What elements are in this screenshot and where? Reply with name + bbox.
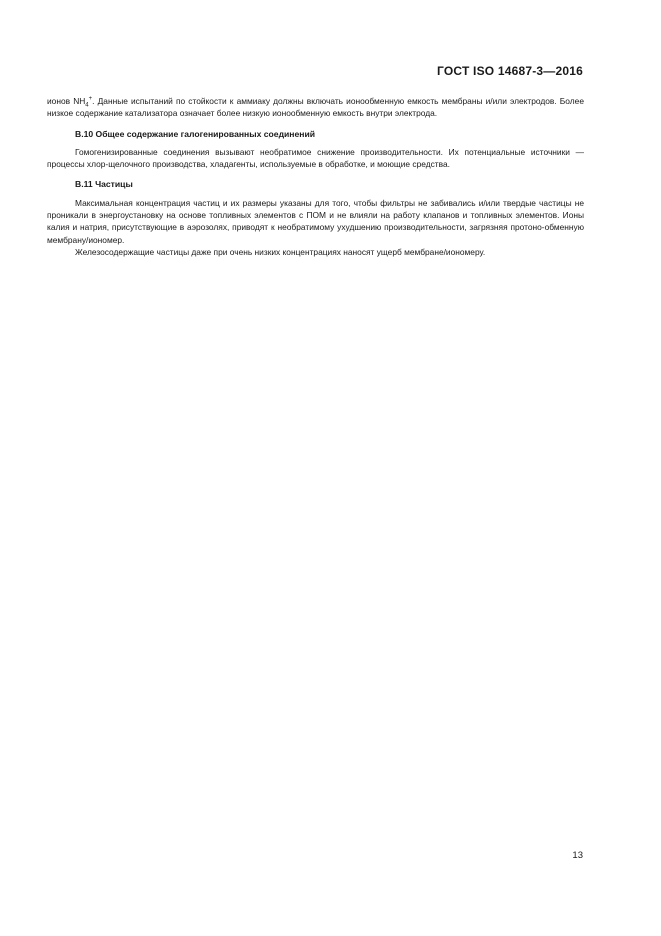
intro-text-start: ионов NH: [47, 96, 86, 106]
section-b11-heading: В.11 Частицы: [75, 179, 133, 190]
subscript-four: 4: [85, 102, 89, 109]
superscript-plus: +: [88, 96, 93, 103]
intro-text-rest: . Данные испытаний по стойкости к аммиаку должны включать ионообменную емкость мембраны и/или электродов. Более низкое содержание катализатора означает более низкую ионообменную емкость внутри электрода.: [47, 96, 584, 119]
standard-header: ГОСТ ISO 14687-3—2016: [437, 64, 583, 78]
section-b11-paragraph-2: Железосодержащие частицы даже при очень низких концентрациях наносят ущерб мембране/иономеру.: [75, 246, 486, 257]
section-b10-heading: В.10 Общее содержание галогенированных соединений: [75, 128, 316, 139]
section-b10-paragraph: Гомогенизированные соединения вызывают необратимое снижение производительности. Их потенциальные источники — процессы хлор-щелочного производства, хладагенты, используемые в обработке, и моющие средства.: [47, 146, 584, 170]
document-body: [47, 95, 584, 258]
page-number: 13: [572, 850, 583, 861]
intro-paragraph: [47, 95, 584, 120]
section-b11-paragraph-1: Максимальная концентрация частиц и их размеры указаны для того, чтобы фильтры не забивались и/или твердые частицы не проникали в энергоустановку на основе топливных элементов с ПОМ и не влияли на работу клапанов и топливных элементов. Ионы калия и натрия, присутствующие в аэрозолях, приводят к необратимому ухудшению производительности, загрязняя протоно-обменную мембрану/иономер.: [47, 197, 584, 245]
